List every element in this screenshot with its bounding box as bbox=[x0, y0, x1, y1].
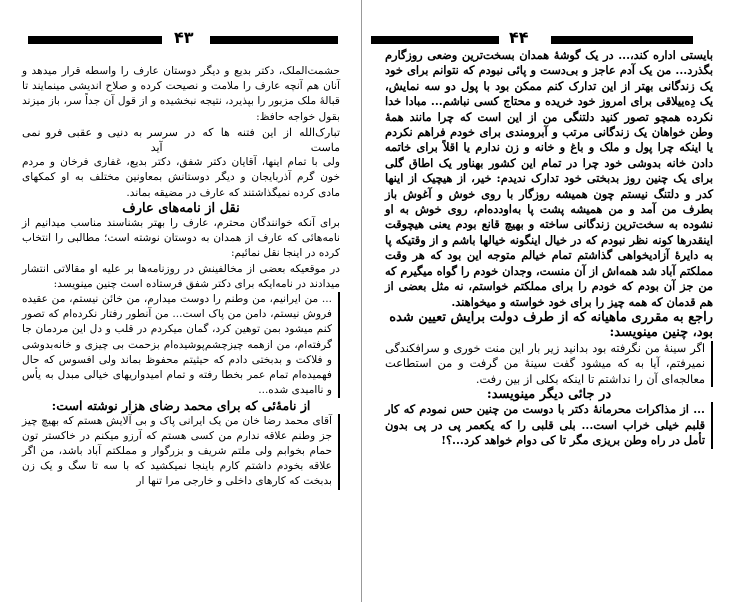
letter-quote: اگر سینهٔ من نگرفته بود بدانید زیر بار این منت خوری و سرافکندگی نمیرفتم، آیا به که میشود گفت سینهٔ من گرفت و من استطاعت معالجه‌ای آن را نداشتم تا اینکه بکلی از بین رفت. bbox=[385, 341, 713, 387]
section-heading: در جائی دیگر مینویسد: bbox=[486, 386, 612, 402]
poem-verse bbox=[22, 125, 340, 155]
verse-hemistich-1: تبارک‌الله از این فتنه ها که در سر ماست bbox=[162, 125, 340, 155]
paragraph: در موقعیکه بعضی از مخالفینش در روزنامه‌ها بر علیه او مقالاتی انتشار میدادند در نامه‌ایکه برای دکتر شفق فرستاده است چنین مینویسد: bbox=[22, 262, 340, 290]
verse-hemistich-2: سر به دنیی و عقبی فرو نمی آید bbox=[22, 125, 163, 155]
header-rule-left-b bbox=[210, 36, 338, 44]
right-text-column bbox=[385, 48, 713, 449]
paragraph: برای آنکه خوانندگان محترم، عارف را بهتر بشناسند مناسب میدانیم از نامه‌هائی که عارف از همدان به دوستان نوشته است؛ مطالبی را انتخاب کرده در اینجا نقل نمائیم: bbox=[22, 217, 340, 260]
letter-quote: آقای محمد رضا خان من یک ایرانی پاک و بی آلایش هستم که بهیچ چیز جز وطنم علاقه ندارم من کسی هستم که آرزو میکنم در خاکستر تون حمام بخوابم ولی ملتم شریف و بزرگوار و مملکتم آباد باشد، من اگر علاقه بخودم داشتم کارم باینجا نمیکشید که با سه تا سگ و یک زن بدبخت که کارهای داخلی و خارجی مرا تنها ار bbox=[22, 414, 340, 490]
page-number: ۴۳ bbox=[170, 28, 198, 48]
header-rule-right-b bbox=[551, 36, 693, 44]
header-rule-right-a bbox=[371, 36, 499, 44]
header-rule-left-a bbox=[28, 36, 162, 44]
page-number: ۴۴ bbox=[505, 28, 533, 48]
page-right bbox=[363, 0, 732, 602]
section-heading: راجع به مقرری ماهیانه که از طرف دولت برایش تعیین شده بود، چنین مینویسد: bbox=[389, 309, 713, 341]
letter-quote: ... از مذاکرات محرمانهٔ دکتر با دوست من چنین حس نمودم که کار قلبم خیلی خراب است... بلی قلبی را که یکعمر پی در پی بدون تأمل در راه وطن بریزی مگر تا کی دوام خواهد کرد...؟! bbox=[385, 402, 713, 448]
left-text-column bbox=[22, 64, 340, 490]
paragraph: حشمت‌الملک، دکتر بدیع و دیگر دوستان عارف را واسطه قرار میدهد و آنان هم آنچه عارف را ملامت و نصیحت کرده و صلاح اندیشی مینمایند تا قبالهٔ ملک مزبور را بپذیرد، نتیجه نبخشیده و از قول آن جداً سر، باز میزند بقول خواجه حافظ: bbox=[22, 65, 340, 123]
section-heading: نقل از نامه‌های عارف bbox=[122, 200, 240, 216]
paragraph: ولی با تمام اینها، آقایان دکتر شفق، دکتر بدیع، غفاری فرخان و مردم خون گرم آذربایجان و دیگر دوستانش بمعاونین مختلف به او کمکهای مادی کرده نمیگذاشتند که عارف در مضیقه بماند. bbox=[22, 156, 340, 199]
section-heading: از نامهٔ‌ئی که برای محمد رضای هزار نوشته است: bbox=[51, 398, 311, 414]
page-left bbox=[0, 0, 362, 602]
letter-quote: ... من ایرانیم، من وطنم را دوست میدارم، من خائن نیستم، من عقیده فروش نیستم، دامن من پاک است... من آنطور رفتار نکرده‌ام که تصور کنم میشود بمن توهین کرد، گمان میکردم در قلب و دل این مردمان جا گرفته‌ام، من ازهمه چیزچشم‌پوشیده‌ام بزحمت بی چیزی و خانه‌بدوشی و فلاکت و بدبختی دادم که حیثیتم محفوظ بماند ولی افسوس که حال فهمیده‌ام تمام عمر بخطا رفته و تمام امیدواریهای خیالی مبدل به یأس و ناامیدی شده... bbox=[22, 292, 340, 398]
paragraph: بایستی اداره کند،... در یک گوشهٔ همدان بسخت‌ترین وضعی روزگارم بگذرد... من یک آدم عاجز و بی‌دست و پائی نبودم که نتوانم برای خود یک زندگانی بهتر از این تدارک کنم ممکن بود با پول دو سه نمایش، یک دِه‌ییلاقی برای امروز خود خریده و محتاج کسی نباشم... مبادا خدا نکرده همچو تصور کنید دلتنگی من از این است که چرا مانند همهٔ وطن خواهان یک زندگانی مرتب و آبرومندی برای خودم فراهم نکردم یا اینکه چرا پول و ملک و باغ و خانه و زن ندارم یا اقلاً برای خاتمه دادن خانه بدوشی خود چرا در تمام این کشور بهناور یک اطاق گلی برای یک چنین روز بدبختی خود تدارک ندیدم: خیر، از هیچیک از اینها کدر و دلتنگ نیستم چون همیشه روزگار با روی خوش و آغوش باز بطرف من آمد و من همیشه پشت پا به‌اودده‌ام، روی خوش به او نشوده به سخت‌ترین زندگانی ساخته و بهیچ قانع بودم یعنی هیچوقت اینقدرها کونه نظر نبودم که در خیال اینگونه خیالها باشم و از وقتیکه پا به دایرهٔ آزادیخواهی گذاشتم تمام خیالم متوجه این بود که هر وقت مملکتم آباد شد همه‌اش از آن منست، وجدان خودم را گواه میگیرم که من جز آن بودم که خودم را برای مملکتم خواستم، نه مثل بعضی از هم قدمان که همه چیز را برای خود خواسته و میخواهند. bbox=[385, 48, 713, 309]
